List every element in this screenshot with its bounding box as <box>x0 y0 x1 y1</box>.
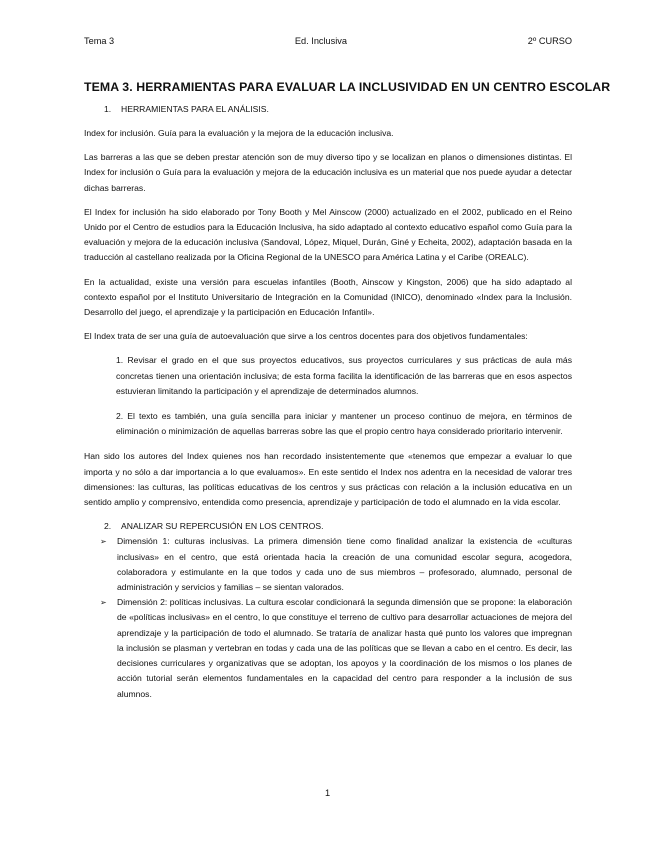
dimension-list <box>84 534 572 701</box>
section-number: 1. <box>104 104 112 114</box>
paragraph-infant-version: En la actualidad, existe una versión para escuelas infantiles (Booth, Ainscow y Kingston, 2006) que ha sido adaptado al contexto español por el Instituto Universitario de Integración en la Comunidad (INICO), denominado «Index para la Inclusión. Desarrollo del juego, el aprendizaje y la participación en Educación Infantil». <box>84 276 572 318</box>
arrow-bullet-icon: ➢ <box>100 537 107 547</box>
section-title: ANALIZAR SU REPERCUSIÓN EN LOS CENTROS. <box>121 521 324 532</box>
dimension-item <box>100 595 572 701</box>
objective-item: 2. El texto es también, una guía sencilla para iniciar y mantener un proceso continuo de mejora, en términos de eliminación o minimización de aquellas barreras sobre las que el propio centro haya considerado prioritario intervenir. <box>116 411 572 437</box>
objective-item: 1. Revisar el grado en el que sus proyectos educativos, sus proyectos curriculares y sus prácticas de aula más concretas tienen una orientación inclusiva; de esta forma facilita la identificación de las barreras que en esos aspectos estuvieran limitando la participación y el aprendizaje de determinados alumnos. <box>116 355 572 396</box>
page-number: 1 <box>324 788 331 798</box>
page-header <box>84 36 572 46</box>
document-title: TEMA 3. HERRAMIENTAS PARA EVALUAR LA INCLUSIVIDAD EN UN CENTRO ESCOLAR <box>84 80 611 94</box>
paragraph-dimensions-intro: Han sido los autores del Index quienes nos han recordado insistentemente que «tenemos que empezar a evaluar lo que importa y no sólo a dar importancia a lo que evaluamos». En este sentido el Index nos adentra en la necesidad de valorar tres dimensiones: las culturas, las políticas educativas de los centros y sus prácticas con relación a la inclusión educativa en un sentido amplio y comprensivo, entendida como presencia, aprendizaje y participación de todo el alumnado en la vida escolar. <box>84 451 572 508</box>
section-number: 2. <box>104 521 112 532</box>
dimension-item <box>100 534 572 595</box>
section-heading-1 <box>104 104 572 114</box>
arrow-bullet-icon: ➢ <box>100 598 107 608</box>
header-left: Tema 3 <box>84 36 115 46</box>
dimension-text: Dimensión 1: culturas inclusivas. La primera dimensión tiene como finalidad analizar la existencia de «culturas inclusivas» en el centro, que está orientada hacia la creación de una comunidad escolar segura, acogedora, colaboradora y estimulante en la que todos y cada uno de sus miembros – profesorado, alumnado, personal de administración y servicios y familias – se sientan valorados. <box>117 536 572 593</box>
section-heading-2 <box>104 519 572 534</box>
header-center: Ed. Inclusiva <box>294 36 348 46</box>
section-title: HERRAMIENTAS PARA EL ANÁLISIS. <box>121 104 269 114</box>
paragraph-objectives-intro: El Index trata de ser una guía de autoevaluación que sirve a los centros docentes para dos objetivos fundamentales: <box>84 331 528 342</box>
dimension-text: Dimensión 2: políticas inclusivas. La cultura escolar condicionará la segunda dimensión que se propone: la elaboración de «políticas inclusivas» en el centro, lo que constituye el terreno de cultivo para desarrollar actuaciones de mejora del aprendizaje y la participación de todo el alumnado. Se trataría de analizar hasta qué punto los valores que impregnan la inclusión se plasman y vertebran en todas y cada una de las políticas que se llevan a cabo en el centro. Es decir, las decisiones curriculares y organizativas que se adoptan, los apoyos y la coordinación de los mismos o los planes de acción tutorial serán elementos fundamentales en la capacidad del centro para responder a la inclusión de sus alumnos. <box>117 597 572 699</box>
paragraph-authors: El Index for inclusión ha sido elaborado por Tony Booth y Mel Ainscow (2000) actualizado en el 2002, publicado en el Reino Unido por el Centro de estudios para la Educación Inclusiva, ha sido adaptado al contexto educativo español como Guía para la evaluación y mejora de la educación inclusiva (Sandoval, López, Miquel, Durán, Giné y Echeita, 2002), adaptación basada en la traducción al castellano realizada por la Oficina Regional de la UNESCO para América Latina y el Caribe (OREALC). <box>84 206 572 263</box>
paragraph-barriers: Las barreras a las que se deben prestar atención son de muy diverso tipo y se localizan en planos o dimensiones distintas. El Index for inclusión o Guía para la evaluación y mejora de la educación inclusiva es un material que nos puede ayudar a detectar dichas barreras. <box>84 152 572 193</box>
paragraph-index-title: Index for inclusión. Guía para la evaluación y la mejora de la educación inclusiva. <box>84 128 394 138</box>
header-right: 2º CURSO <box>527 36 572 46</box>
